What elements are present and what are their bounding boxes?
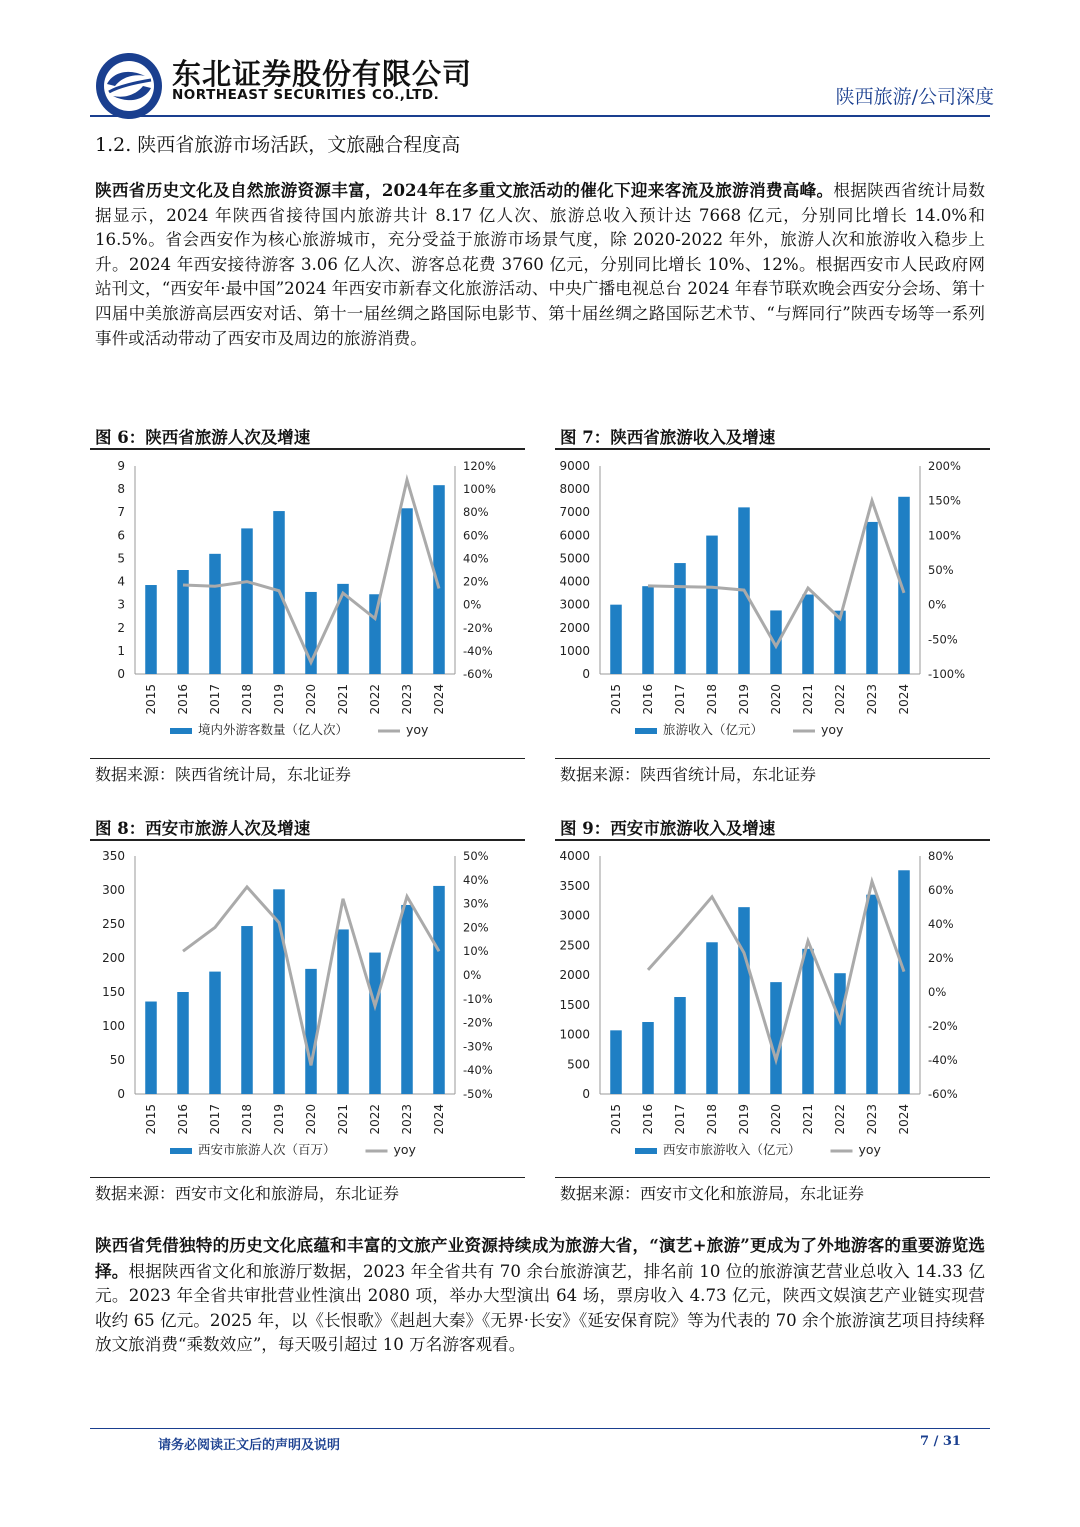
x-tick-label: 2023 (400, 684, 414, 715)
bar-2017 (209, 554, 221, 674)
figure-6-top-rule (90, 448, 525, 450)
bar-2023 (401, 508, 413, 674)
chart-figure-8 (90, 842, 530, 1172)
y-tick-label: 350 (102, 849, 125, 863)
y2-tick-label: 0% (463, 597, 482, 612)
y-tick-label: 1500 (559, 997, 590, 1012)
y2-tick-label: 10% (463, 944, 489, 959)
y2-tick-label: -40% (928, 1053, 958, 1067)
y-tick-label: 0 (117, 1087, 125, 1101)
y-tick-label: 8 (117, 482, 125, 497)
bar-2017 (209, 972, 221, 1094)
footer-divider (90, 1428, 990, 1429)
bar-2015 (145, 585, 157, 674)
y-tick-label: 250 (102, 917, 125, 931)
legend-line-label: yoy (821, 722, 844, 737)
x-tick-label: 2017 (673, 1104, 687, 1135)
x-tick-label: 2024 (897, 684, 911, 715)
y2-tick-label: 100% (463, 482, 496, 497)
legend-bar-swatch (170, 1148, 192, 1154)
x-tick-label: 2022 (368, 684, 382, 715)
bar-2023 (866, 895, 878, 1094)
bar-2016 (642, 586, 654, 674)
y2-tick-label: 40% (463, 872, 489, 887)
y-tick-label: 3 (117, 597, 125, 612)
brand-name-cn: 东北证券股份有限公司 (172, 57, 473, 91)
y2-tick-label: -20% (463, 620, 493, 635)
x-tick-label: 2016 (176, 1104, 190, 1135)
y-tick-label: 200 (102, 951, 125, 965)
y2-tick-label: -60% (928, 1087, 958, 1101)
x-tick-label: 2016 (176, 684, 190, 715)
y2-tick-label: 80% (928, 849, 954, 863)
x-tick-label: 2024 (432, 684, 446, 715)
figure-6-title: 图 6：陕西省旅游人次及增速 (95, 428, 311, 447)
y-tick-label: 2500 (559, 938, 590, 953)
figure-6-bottom-rule (90, 758, 525, 759)
y-tick-label: 1000 (559, 643, 590, 658)
figure-7-title: 图 7：陕西省旅游收入及增速 (560, 428, 776, 447)
y2-tick-label: 60% (928, 883, 954, 897)
x-tick-label: 2020 (304, 1104, 318, 1135)
x-tick-label: 2018 (705, 684, 719, 715)
bar-2019 (738, 907, 750, 1094)
y-tick-label: 0 (582, 667, 590, 681)
y2-tick-label: 0% (463, 968, 482, 982)
x-tick-label: 2017 (208, 1104, 222, 1135)
x-tick-label: 2018 (240, 1104, 254, 1135)
y-tick-label: 100 (102, 1019, 125, 1033)
y2-tick-label: 0% (928, 985, 947, 999)
figure-9-bottom-rule (555, 1177, 990, 1178)
y2-tick-label: -60% (463, 667, 493, 681)
x-tick-label: 2019 (272, 1104, 286, 1135)
legend-bar-label: 境内外游客数量（亿人次） (198, 722, 349, 737)
y-tick-label: 7 (117, 505, 125, 520)
x-tick-label: 2022 (833, 1104, 847, 1135)
paragraph-2 (95, 1233, 985, 1358)
section-title: 1.2. 陕西省旅游市场活跃，文旅融合程度高 (95, 134, 461, 156)
y-tick-label: 2000 (559, 968, 590, 982)
y2-tick-label: 100% (928, 528, 961, 543)
x-tick-label: 2015 (144, 1104, 158, 1135)
x-tick-label: 2020 (304, 684, 318, 715)
figure-9-top-rule (555, 839, 990, 841)
x-tick-label: 2019 (737, 1104, 751, 1135)
paragraph-2-lead: 陕西省凭借独特的历史文化底蕴和丰富的文旅产业资源持续成为旅游大省，“演艺+旅游”更成为了外地游客的重要游览选择。 (95, 1235, 985, 1281)
y-tick-label: 3000 (559, 597, 590, 612)
bar-2017 (674, 563, 686, 674)
y2-tick-label: -20% (928, 1019, 958, 1033)
y2-tick-label: 60% (463, 528, 489, 543)
y-tick-label: 4 (117, 574, 125, 589)
x-tick-label: 2018 (705, 1104, 719, 1135)
y-tick-label: 6000 (559, 528, 590, 543)
y2-tick-label: 20% (463, 574, 489, 589)
figure-7-source: 数据来源：陕西省统计局，东北证券 (560, 765, 817, 784)
bar-2015 (145, 1002, 157, 1094)
y2-tick-label: -50% (928, 632, 958, 647)
y-tick-label: 3500 (559, 878, 590, 893)
x-tick-label: 2020 (769, 1104, 783, 1135)
y2-tick-label: -100% (928, 667, 966, 681)
y2-tick-label: 80% (463, 505, 489, 520)
x-tick-label: 2023 (865, 1104, 879, 1135)
figure-6-source: 数据来源：陕西省统计局，东北证券 (95, 765, 352, 784)
figure-8-source: 数据来源：西安市文化和旅游局，东北证券 (95, 1184, 400, 1203)
bar-2022 (369, 953, 381, 1094)
y2-tick-label: -40% (463, 643, 493, 658)
y-tick-label: 7000 (559, 505, 590, 520)
bar-2015 (610, 1030, 622, 1094)
y-tick-label: 2 (117, 620, 125, 635)
bar-2021 (337, 929, 349, 1094)
legend-line-label: yoy (858, 1142, 881, 1157)
figure-9-source: 数据来源：西安市文化和旅游局，东北证券 (560, 1184, 865, 1203)
x-tick-label: 2021 (801, 1104, 815, 1135)
y-tick-label: 8000 (559, 482, 590, 497)
x-tick-label: 2019 (737, 684, 751, 715)
x-tick-label: 2021 (801, 684, 815, 715)
figure-8-top-rule (90, 839, 525, 841)
bar-2018 (706, 536, 718, 674)
x-tick-label: 2017 (208, 684, 222, 715)
y2-tick-label: -30% (463, 1039, 493, 1054)
bar-2022 (834, 973, 846, 1094)
page-number: 7 / 31 (920, 1434, 961, 1449)
y2-tick-label: 200% (928, 459, 961, 473)
y2-tick-label: -20% (463, 1015, 493, 1030)
brand-name-en: NORTHEAST SECURITIES CO.,LTD. (172, 87, 440, 103)
bar-2018 (706, 942, 718, 1094)
y-tick-label: 300 (102, 883, 125, 897)
x-tick-label: 2015 (144, 684, 158, 715)
y2-tick-label: 40% (928, 917, 954, 931)
x-tick-label: 2021 (336, 684, 350, 715)
y-tick-label: 6 (117, 528, 125, 543)
x-tick-label: 2017 (673, 684, 687, 715)
bar-2016 (177, 992, 189, 1094)
y-tick-label: 0 (582, 1087, 590, 1101)
bar-2015 (610, 605, 622, 674)
x-tick-label: 2016 (641, 1104, 655, 1135)
x-tick-label: 2016 (641, 684, 655, 715)
x-tick-label: 2019 (272, 684, 286, 715)
legend-bar-swatch (635, 728, 657, 734)
header-divider (90, 115, 990, 117)
y-tick-label: 9 (117, 459, 125, 473)
chart-figure-6 (90, 452, 530, 752)
paragraph-1-body: 根据陕西省统计局数据显示，2024 年陕西省接待国内旅游共计 8.17 亿人次、旅游总收入预计达 7668 亿元，分别同比增长 14.0%和 16.5%。省会西安作为核心旅游城市，充分受益于旅游市场景气度，除 2020-2022 年外，旅游人次和旅游收入稳步上升。2024 年西安接待游客 3.06 亿人次、游客总花费 3760 亿元，分别同比增长 10%、12%。根据西安市人民政府网站刊文，“西安年·最中国”2024 年西安市新春文化旅游活动、中央广播电视总台 2024 年春节联欢晚会西安分会场、第十四届中美旅游高层西安对话、第十一届丝绸之路国际电影节、第十届丝绸之路国际艺术节、“与辉同行”陕西专场等一系列事件或活动带动了西安市及周边的旅游消费。 (95, 181, 985, 348)
bar-2018 (241, 528, 253, 674)
x-tick-label: 2022 (368, 1104, 382, 1135)
x-tick-label: 2023 (865, 684, 879, 715)
y-tick-label: 5000 (559, 551, 590, 566)
y2-tick-label: 120% (463, 459, 496, 473)
chart-figure-7 (555, 452, 995, 752)
y2-tick-label: 30% (463, 896, 489, 911)
x-tick-label: 2021 (336, 1104, 350, 1135)
figure-7-top-rule (555, 448, 990, 450)
footer-notice: 请务必阅读正文后的声明及说明 (158, 1438, 341, 1453)
y2-tick-label: -50% (463, 1087, 493, 1101)
bar-2021 (802, 949, 814, 1094)
y-tick-label: 1 (117, 643, 125, 658)
chart-figure-9 (555, 842, 995, 1172)
bar-2018 (241, 926, 253, 1094)
bar-2024 (433, 886, 445, 1094)
figure-8-title: 图 8：西安市旅游人次及增速 (95, 819, 311, 838)
x-tick-label: 2022 (833, 684, 847, 715)
y2-tick-label: 50% (463, 849, 489, 863)
y-tick-label: 50 (109, 1053, 125, 1067)
bar-2017 (674, 997, 686, 1094)
paragraph-1 (95, 178, 985, 351)
y2-tick-label: -40% (463, 1063, 493, 1078)
y-tick-label: 500 (567, 1057, 590, 1072)
y-tick-label: 2000 (559, 620, 590, 635)
legend-bar-swatch (170, 728, 192, 734)
y-tick-label: 4000 (559, 574, 590, 589)
bar-2023 (401, 905, 413, 1094)
y-tick-label: 3000 (559, 908, 590, 923)
y-tick-label: 9000 (559, 459, 590, 473)
figure-7-bottom-rule (555, 758, 990, 759)
x-tick-label: 2020 (769, 684, 783, 715)
legend-bar-swatch (635, 1148, 657, 1154)
doc-tag: 陕西旅游/公司深度 (835, 86, 994, 108)
figure-8-bottom-rule (90, 1177, 525, 1178)
y2-tick-label: 20% (463, 920, 489, 935)
x-tick-label: 2018 (240, 684, 254, 715)
legend-line-label: yoy (406, 722, 429, 737)
northeast-securities-logo-icon (95, 52, 163, 120)
y-tick-label: 0 (117, 667, 125, 681)
bar-2023 (866, 522, 878, 674)
bar-2020 (770, 982, 782, 1094)
legend-bar-label: 西安市旅游收入（亿元） (663, 1142, 801, 1157)
x-tick-label: 2023 (400, 1104, 414, 1135)
y-tick-label: 1000 (559, 1027, 590, 1042)
x-tick-label: 2024 (432, 1104, 446, 1135)
y2-tick-label: 20% (928, 951, 954, 965)
paragraph-1-lead: 陕西省历史文化及自然旅游资源丰富，2024年在多重文旅活动的催化下迎来客流及旅游消费高峰。 (95, 180, 834, 200)
figure-9-title: 图 9：西安市旅游收入及增速 (560, 819, 776, 838)
y2-tick-label: 0% (928, 597, 947, 612)
y2-tick-label: 40% (463, 551, 489, 566)
paragraph-2-body: 根据陕西省文化和旅游厅数据，2023 年全省共有 70 余台旅游演艺，排名前 10 位的旅游演艺营业总收入 14.33 亿元。2023 年全省共审批营业性演出 2080 项，举办大型演出 64 场，票房收入 4.73 亿元，陕西文娱演艺产业链实现营收约 65 亿元。2025 年，以《长恨歌》《赳赳大秦》《无界·长安》《延安保育院》等为代表的 70 余个旅游演艺项目持续释放文旅消费“乘数效应”，每天吸引超过 10 万名游客观看。 (95, 1261, 985, 1355)
x-tick-label: 2024 (897, 1104, 911, 1135)
y2-tick-label: 50% (928, 563, 954, 577)
legend-line-label: yoy (393, 1142, 416, 1157)
x-tick-label: 2015 (609, 1104, 623, 1135)
legend-bar-label: 西安市旅游人次（百万） (198, 1142, 336, 1157)
y2-tick-label: 150% (928, 493, 961, 508)
y-tick-label: 150 (102, 985, 125, 999)
x-tick-label: 2015 (609, 684, 623, 715)
y2-tick-label: -10% (463, 991, 493, 1006)
bar-2020 (305, 969, 317, 1094)
bar-2024 (898, 870, 910, 1094)
y-tick-label: 4000 (559, 849, 590, 863)
bar-2021 (802, 594, 814, 674)
y-tick-label: 5 (117, 551, 125, 566)
bar-2016 (642, 1022, 654, 1094)
legend-bar-label: 旅游收入（亿元） (663, 722, 764, 737)
